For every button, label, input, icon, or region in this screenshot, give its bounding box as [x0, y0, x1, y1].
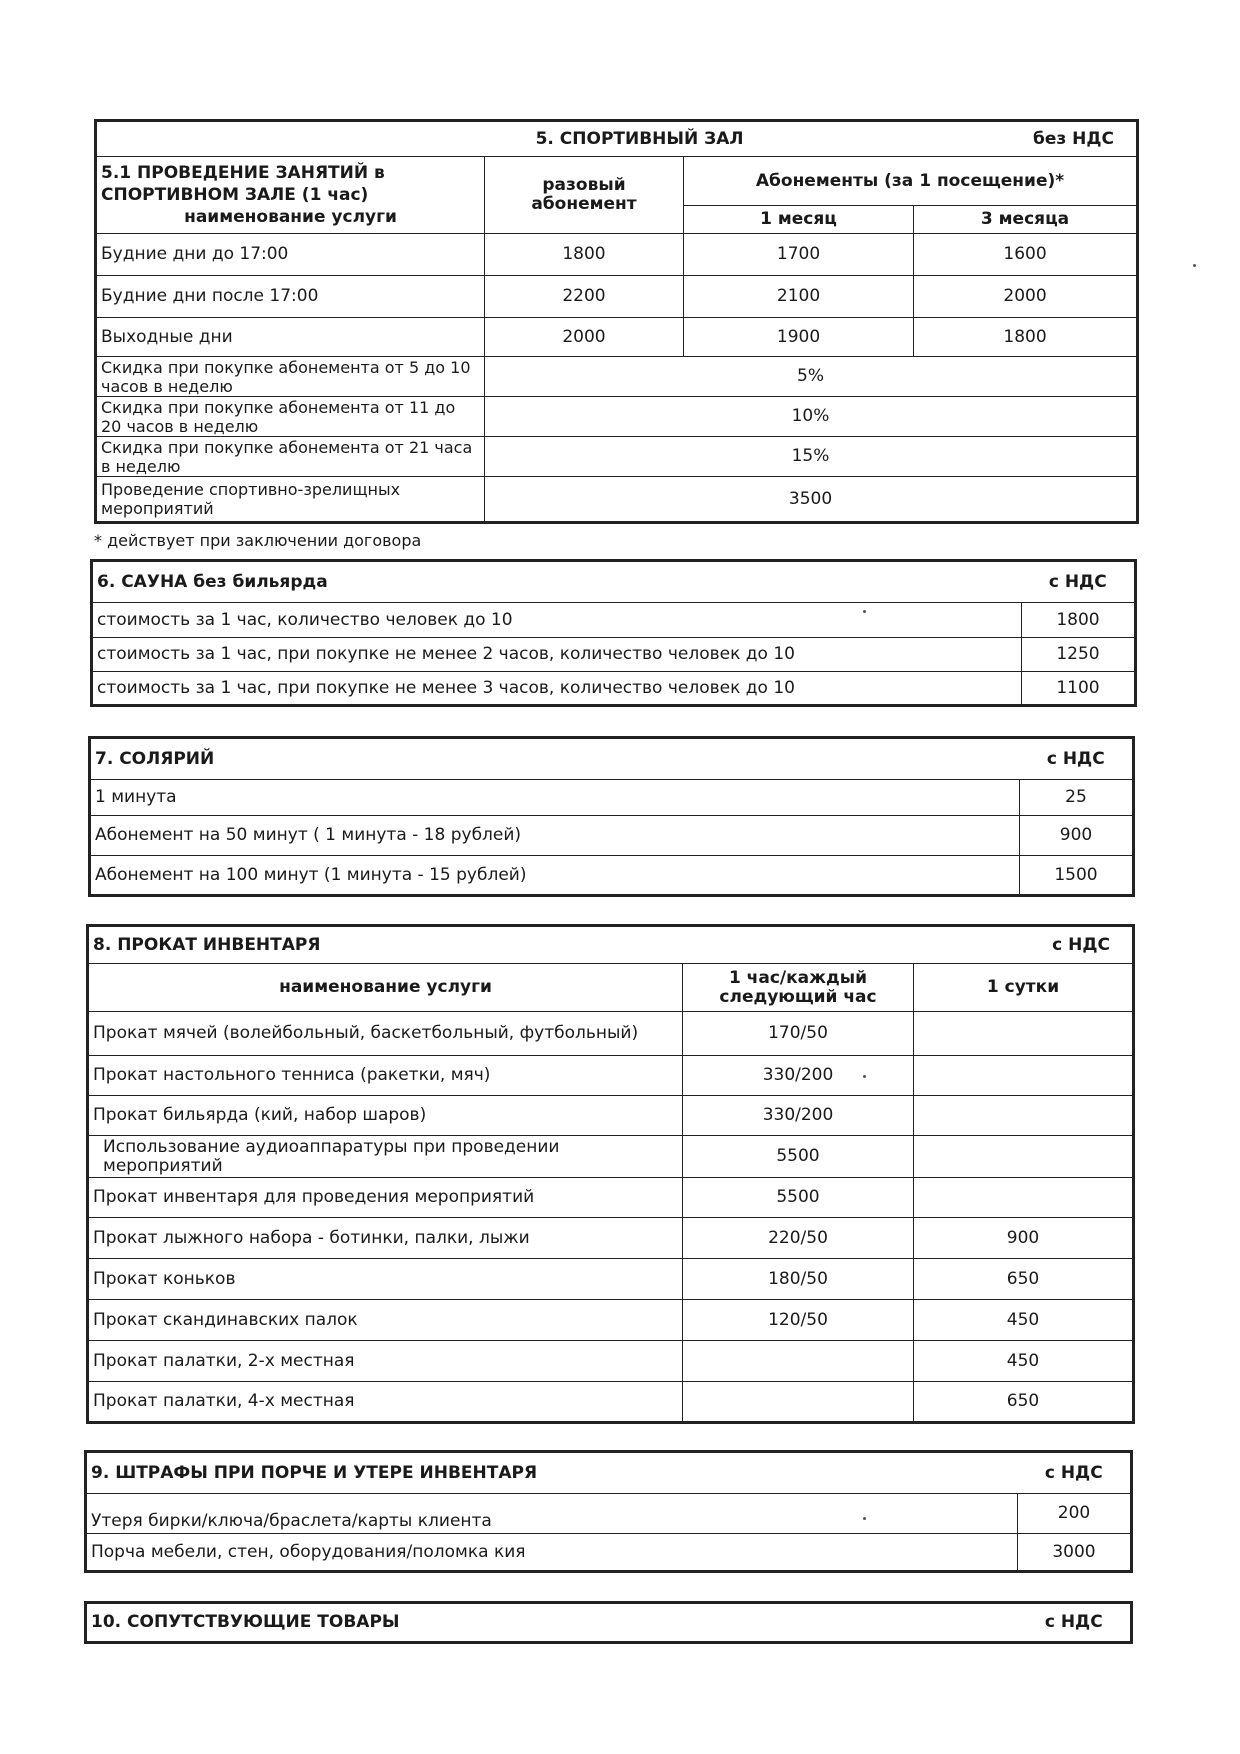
rental-row-day: [914, 1056, 1134, 1096]
rental-row-name: Использование аудиоаппаратуры при проведении мероприятий: [88, 1136, 683, 1178]
sauna-row-name: стоимость за 1 час, количество человек до 10: [92, 603, 1022, 638]
solarium-row-name: Абонемент на 100 минут (1 минута - 15 рублей): [90, 856, 1020, 896]
event-name: Проведение спортивно-зрелищных мероприятий: [96, 477, 485, 523]
rental-row-hour: 220/50: [683, 1218, 914, 1259]
section-title: 10. СОПУТСТВУЮЩИЕ ТОВАРЫ: [86, 1603, 1018, 1643]
scan-speck: [863, 610, 866, 613]
sauna-row-name: стоимость за 1 час, при покупке не менее 3 часов, количество человек до 10: [92, 672, 1022, 706]
fine-row-price: 3000: [1018, 1534, 1132, 1572]
scan-speck: [863, 1075, 866, 1078]
subscriptions-header: Абонементы (за 1 посещение)*: [684, 157, 1138, 206]
rental-row-name: Прокат палатки, 2-х местная: [88, 1341, 683, 1382]
discount-name: Скидка при покупке абонемента от 11 до 20 часов в неделю: [96, 397, 485, 437]
discount-value: 10%: [485, 397, 1138, 437]
single-pass-header: разовый абонемент: [485, 157, 684, 234]
sauna-row-name: стоимость за 1 час, при покупке не менее 2 часов, количество человек до 10: [92, 638, 1022, 672]
rental-row-name: Прокат инвентаря для проведения мероприятий: [88, 1178, 683, 1218]
vat-label: с НДС: [1018, 1603, 1132, 1643]
rental-row-hour: 5500: [683, 1178, 914, 1218]
rental-row-name: Прокат лыжного набора - ботинки, палки, лыжи: [88, 1218, 683, 1259]
hour-rate-header: 1 час/каждый следующий час: [683, 964, 914, 1012]
rental-row-day: 450: [914, 1300, 1134, 1341]
rental-row-day: [914, 1096, 1134, 1136]
section-title: 5. СПОРТИВНЫЙ ЗАЛ: [96, 121, 914, 157]
solarium-row-price: 1500: [1020, 856, 1134, 896]
rental-row-day: 650: [914, 1382, 1134, 1423]
gym-row-name: Будние дни до 17:00: [96, 234, 485, 276]
section-title: 7. СОЛЯРИЙ: [90, 738, 1020, 780]
rental-row-name: Прокат бильярда (кий, набор шаров): [88, 1096, 683, 1136]
gym-row-1m: 1700: [684, 234, 914, 276]
section-title: 6. САУНА без бильярда: [92, 561, 1022, 603]
rental-row-name: Прокат скандинавских палок: [88, 1300, 683, 1341]
section-title: 9. ШТРАФЫ ПРИ ПОРЧЕ И УТЕРЕ ИНВЕНТАРЯ: [86, 1452, 1018, 1494]
discount-value: 5%: [485, 357, 1138, 397]
rental-row-hour: 120/50: [683, 1300, 914, 1341]
gym-row-3m: 1600: [914, 234, 1138, 276]
gym-service-header: 5.1 ПРОВЕДЕНИЕ ЗАНЯТИЙ в СПОРТИВНОМ ЗАЛЕ (1 час) наименование услуги: [96, 157, 485, 234]
rental-row-hour: 330/200: [683, 1096, 914, 1136]
solarium-row-name: 1 минута: [90, 780, 1020, 816]
discount-name: Скидка при покупке абонемента от 5 до 10 часов в неделю: [96, 357, 485, 397]
sauna-row-price: 1100: [1022, 672, 1136, 706]
vat-label: с НДС: [1022, 561, 1136, 603]
sauna-table: [90, 559, 1137, 707]
solarium-row-price: 25: [1020, 780, 1134, 816]
vat-label: с НДС: [914, 926, 1134, 964]
discount-value: 15%: [485, 437, 1138, 477]
gym-row-single: 2000: [485, 318, 684, 357]
rental-row-day: [914, 1136, 1134, 1178]
rental-service-header: наименование услуги: [88, 964, 683, 1012]
rental-row-day: 650: [914, 1259, 1134, 1300]
rental-row-name: Прокат палатки, 4-х местная: [88, 1382, 683, 1423]
section-title: 8. ПРОКАТ ИНВЕНТАРЯ: [88, 926, 914, 964]
rental-row-name: Прокат мячей (волейбольный, баскетбольный, футбольный): [88, 1012, 683, 1056]
gym-row-single: 2200: [485, 276, 684, 318]
sauna-row-price: 1800: [1022, 603, 1136, 638]
fines-table: [84, 1450, 1133, 1573]
goods-table: [84, 1601, 1133, 1644]
gym-row-3m: 2000: [914, 276, 1138, 318]
solarium-table: [88, 736, 1135, 897]
gym-table: [94, 119, 1139, 524]
rental-row-day: 450: [914, 1341, 1134, 1382]
event-price: 3500: [485, 477, 1138, 523]
vat-label: без НДС: [914, 121, 1138, 157]
rental-row-hour: 180/50: [683, 1259, 914, 1300]
gym-row-3m: 1800: [914, 318, 1138, 357]
sauna-row-price: 1250: [1022, 638, 1136, 672]
rental-table: [86, 924, 1135, 1424]
rental-row-hour: 170/50: [683, 1012, 914, 1056]
rental-row-name: Прокат коньков: [88, 1259, 683, 1300]
scan-speck: [863, 1517, 866, 1520]
rental-row-day: [914, 1178, 1134, 1218]
rental-row-hour: 5500: [683, 1136, 914, 1178]
day-rate-header: 1 сутки: [914, 964, 1134, 1012]
rental-row-hour: [683, 1341, 914, 1382]
gym-row-name: Выходные дни: [96, 318, 485, 357]
vat-label: с НДС: [1020, 738, 1134, 780]
gym-row-single: 1800: [485, 234, 684, 276]
solarium-row-name: Абонемент на 50 минут ( 1 минута - 18 рублей): [90, 816, 1020, 856]
discount-name: Скидка при покупке абонемента от 21 часа в неделю: [96, 437, 485, 477]
fine-row-name: Порча мебели, стен, оборудования/поломка кия: [86, 1534, 1018, 1572]
rental-row-day: [914, 1012, 1134, 1056]
rental-row-day: 900: [914, 1218, 1134, 1259]
rental-row-hour: 330/200: [683, 1056, 914, 1096]
rental-row-hour: [683, 1382, 914, 1423]
fine-row-price: 200: [1018, 1494, 1132, 1534]
three-month-header: 3 месяца: [914, 206, 1138, 234]
vat-label: с НДС: [1018, 1452, 1132, 1494]
gym-row-1m: 2100: [684, 276, 914, 318]
gym-row-name: Будние дни после 17:00: [96, 276, 485, 318]
gym-row-1m: 1900: [684, 318, 914, 357]
fine-row-name: Утеря бирки/ключа/браслета/карты клиента: [86, 1494, 1018, 1534]
scan-speck: [1193, 264, 1196, 267]
footnote: * действует при заключении договора: [94, 531, 422, 550]
rental-row-name: Прокат настольного тенниса (ракетки, мяч): [88, 1056, 683, 1096]
solarium-row-price: 900: [1020, 816, 1134, 856]
one-month-header: 1 месяц: [684, 206, 914, 234]
